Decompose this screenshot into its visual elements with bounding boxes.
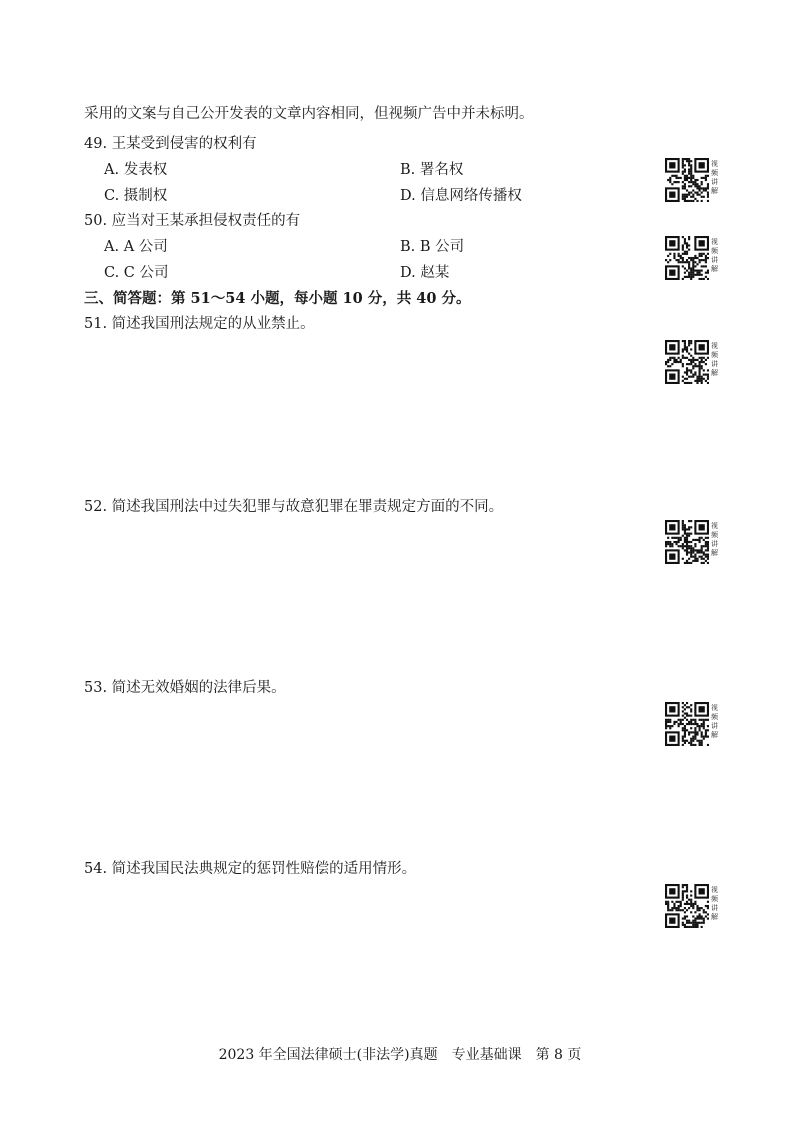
qr-label: 视频讲解 [711,160,718,195]
question-50-option-b: B. B 公司 [400,239,465,255]
question-50-option-c: C. C 公司 [104,265,169,281]
question-54: 54. 简述我国民法典规定的惩罚性赔偿的适用情形。 [84,861,417,877]
question-49-stem: 49. 王某受到侵害的权利有 [84,136,257,152]
qr-label: 视频讲解 [711,342,718,377]
page-footer: 2023 年全国法律硕士(非法学)真题 专业基础课 第 8 页 [218,1047,582,1063]
question-53: 53. 简述无效婚姻的法律后果。 [84,680,286,696]
question-49-option-d: D. 信息网络传播权 [400,188,522,204]
question-50-option-d: D. 赵某 [400,265,450,281]
question-50-option-a: A. A 公司 [104,239,168,255]
qr-code-icon[interactable] [665,520,709,564]
question-52: 52. 简述我国刑法中过失犯罪与故意犯罪在罪责规定方面的不同。 [84,499,504,515]
intro-text: 采用的文案与自己公开发表的文章内容相同，但视频广告中并未标明。 [84,106,534,122]
qr-code-icon[interactable] [665,340,709,384]
qr-code-icon[interactable] [665,884,709,928]
section-3-heading: 三、简答题：第 51～54 小题，每小题 10 分，共 40 分。 [84,290,471,307]
qr-code-icon[interactable] [665,702,709,746]
qr-label: 视频讲解 [711,704,718,739]
qr-label: 视频讲解 [711,522,718,557]
qr-label: 视频讲解 [711,886,718,921]
qr-code-icon[interactable] [665,236,709,280]
question-49-option-c: C. 摄制权 [104,188,168,204]
question-49-option-a: A. 发表权 [104,162,168,178]
question-50-stem: 50. 应当对王某承担侵权责任的有 [84,213,301,229]
qr-code-icon[interactable] [665,158,709,202]
question-49-option-b: B. 署名权 [400,162,464,178]
qr-label: 视频讲解 [711,238,718,273]
question-51: 51. 简述我国刑法规定的从业禁止。 [84,316,315,332]
